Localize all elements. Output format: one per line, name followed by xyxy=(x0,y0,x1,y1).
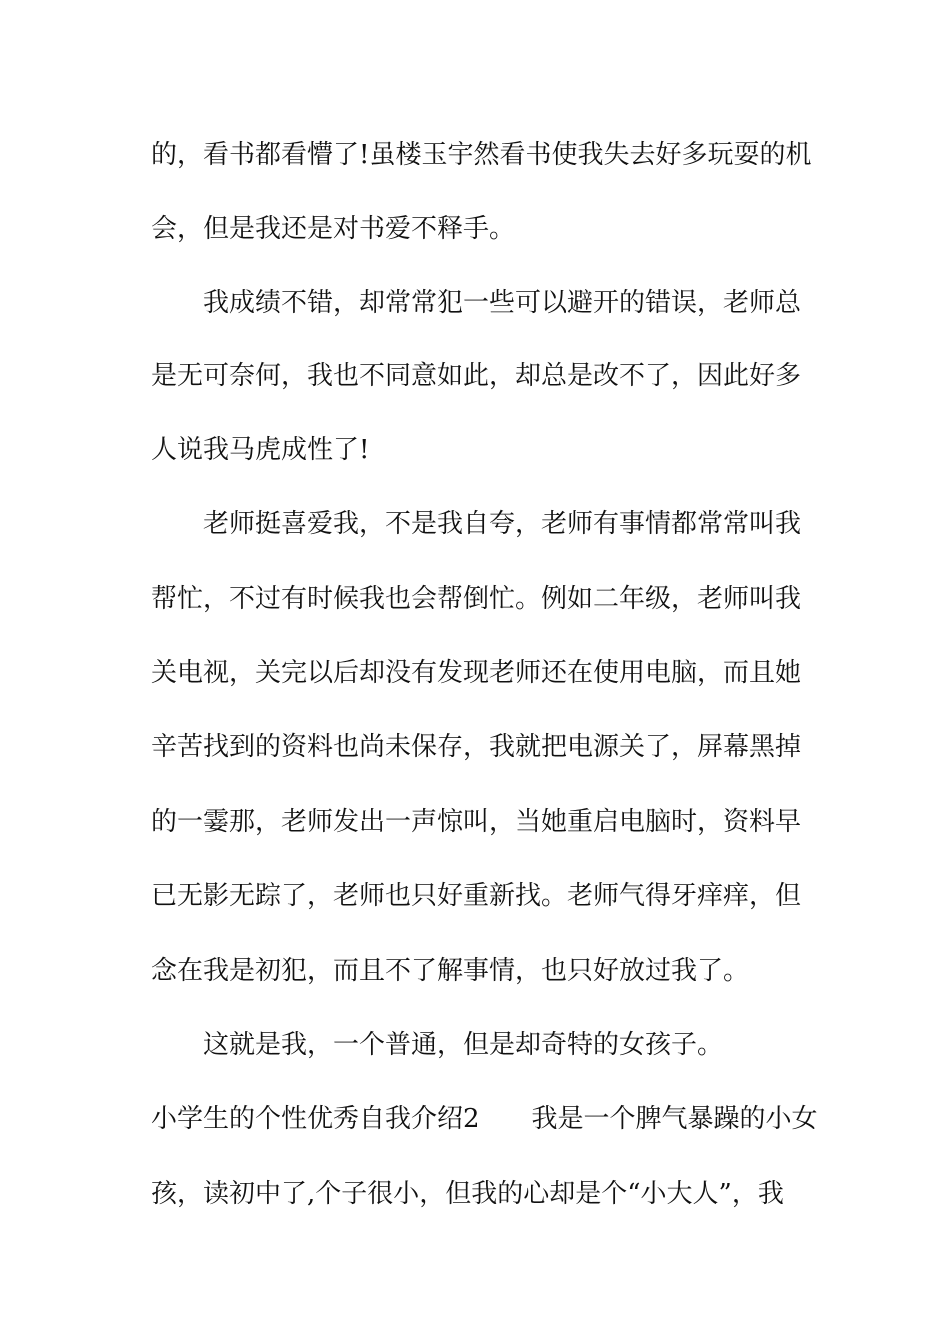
text-line: 念在我是初犯，而且不了解事情，也只好放过我了。 xyxy=(151,956,750,986)
text-line: 辛苦找到的资料也尚未保存，我就把电源关了，屏幕黑掉 xyxy=(151,732,802,762)
text-line: 这就是我，一个普通，但是却奇特的女孩子。 xyxy=(203,1030,724,1060)
text-line: 孩，读初中了,个子很小，但我的心却是个“小大人”，我 xyxy=(151,1179,784,1209)
text-line: 已无影无踪了，老师也只好重新找。老师气得牙痒痒，但 xyxy=(151,881,802,911)
text-line: 人说我马虎成性了! xyxy=(151,435,370,465)
text-line: 会，但是我还是对书爱不释手。 xyxy=(151,214,516,244)
text-line: 的一霎那，老师发出一声惊叫，当她重启电脑时，资料早 xyxy=(151,807,802,837)
text-line: 老师挺喜爱我，不是我自夸，老师有事情都常常叫我 xyxy=(203,509,802,539)
text-line: 关电视，关完以后却没有发现老师还在使用电脑，而且她 xyxy=(151,658,802,688)
text-line: 的，看书都看懵了!虽楼玉宇然看书使我失去好多玩耍的机 xyxy=(151,140,812,170)
text-line: 小学生的个性优秀自我介绍2 我是一个脾气暴躁的小女 xyxy=(151,1104,818,1134)
text-line: 我成绩不错，却常常犯一些可以避开的错误，老师总 xyxy=(203,288,802,318)
text-line: 是无可奈何，我也不同意如此，却总是改不了，因此好多 xyxy=(151,361,802,391)
text-line: 帮忙，不过有时候我也会帮倒忙。例如二年级，老师叫我 xyxy=(151,584,802,614)
